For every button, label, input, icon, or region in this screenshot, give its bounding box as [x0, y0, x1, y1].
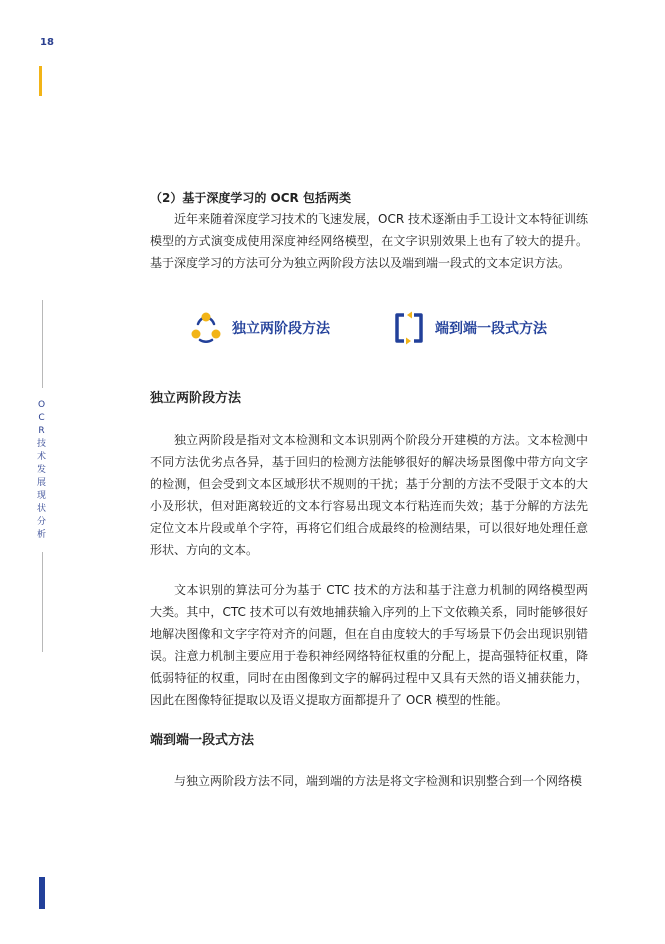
two-stage-heading: 独立两阶段方法 [150, 391, 242, 406]
method-end-to-end [391, 309, 547, 347]
side-divider-top [42, 300, 43, 388]
end-to-end-body [150, 770, 588, 792]
two-stage-body-2 [150, 579, 588, 711]
page-number: 18 [40, 37, 54, 48]
two-stage-paragraph-1: 独立两阶段是指对文本检测和文本识别两个阶段分开建模的方法。文本检测中不同方法优劣点各异，基于回归的检测方法能够很好的解决场景图像中带方向文字的检测，但会受到文本区域形状不规则的干扰；基于分割的方法不受限于文本的大小及形状，但对距离较近的文本行容易出现文本行粘连而失效；基于分解的方法先定位文本片段或单个字符，再将它们组合成最终的检测结果，可以很好地处理任意形状、方向的文本。 [150, 433, 588, 557]
method-icons-row [188, 309, 588, 347]
end-to-end-paragraph: 与独立两阶段方法不同，端到端的方法是将文字检测和识别整合到一个网络模 [174, 774, 583, 788]
sidebar-label: OCR技术发展现状分析 [36, 400, 47, 540]
two-stage-paragraph-2: 文本识别的算法可分为基于 CTC 技术的方法和基于注意力机制的网络模型两大类。其中，CTC 技术可以有效地捕获输入序列的上下文依赖关系，同时能够很好地解决图像和文字字符对齐的问题，但在自由度较大的手写场景下仍会出现识别错误。注意力机制主要应用于卷积神经网络特征权重的分配上，提高强特征权重，降低弱特征的权重，同时在由图像到文字的解码过程中又具有天然的语义捕获能力，因此在图像特征提取以及语义提取方面都提升了 OCR 模型的性能。 [150, 583, 588, 707]
intro-section [150, 188, 588, 274]
method-two-stage-label: 独立两阶段方法 [232, 321, 330, 337]
end-to-end-heading: 端到端一段式方法 [150, 733, 255, 748]
two-stage-body-1 [150, 429, 588, 561]
three-dots-cycle-icon [188, 310, 224, 346]
bracket-arrows-icon [391, 310, 427, 346]
accent-bar-top [39, 66, 42, 96]
side-divider-bottom [42, 552, 43, 652]
method-end-to-end-label: 端到端一段式方法 [435, 321, 547, 337]
method-two-stage [188, 309, 330, 347]
intro-paragraph: 近年来随着深度学习技术的飞速发展，OCR 技术逐渐由手工设计文本特征训练模型的方式演变成使用深度神经网络模型，在文字识别效果上也有了较大的提升。基于深度学习的方法可分为独立两阶段方法以及端到端一段式的文本定识方法。 [150, 212, 588, 270]
intro-subheading: （2）基于深度学习的 OCR 包括两类 [150, 191, 351, 205]
accent-bar-bottom [39, 877, 45, 909]
